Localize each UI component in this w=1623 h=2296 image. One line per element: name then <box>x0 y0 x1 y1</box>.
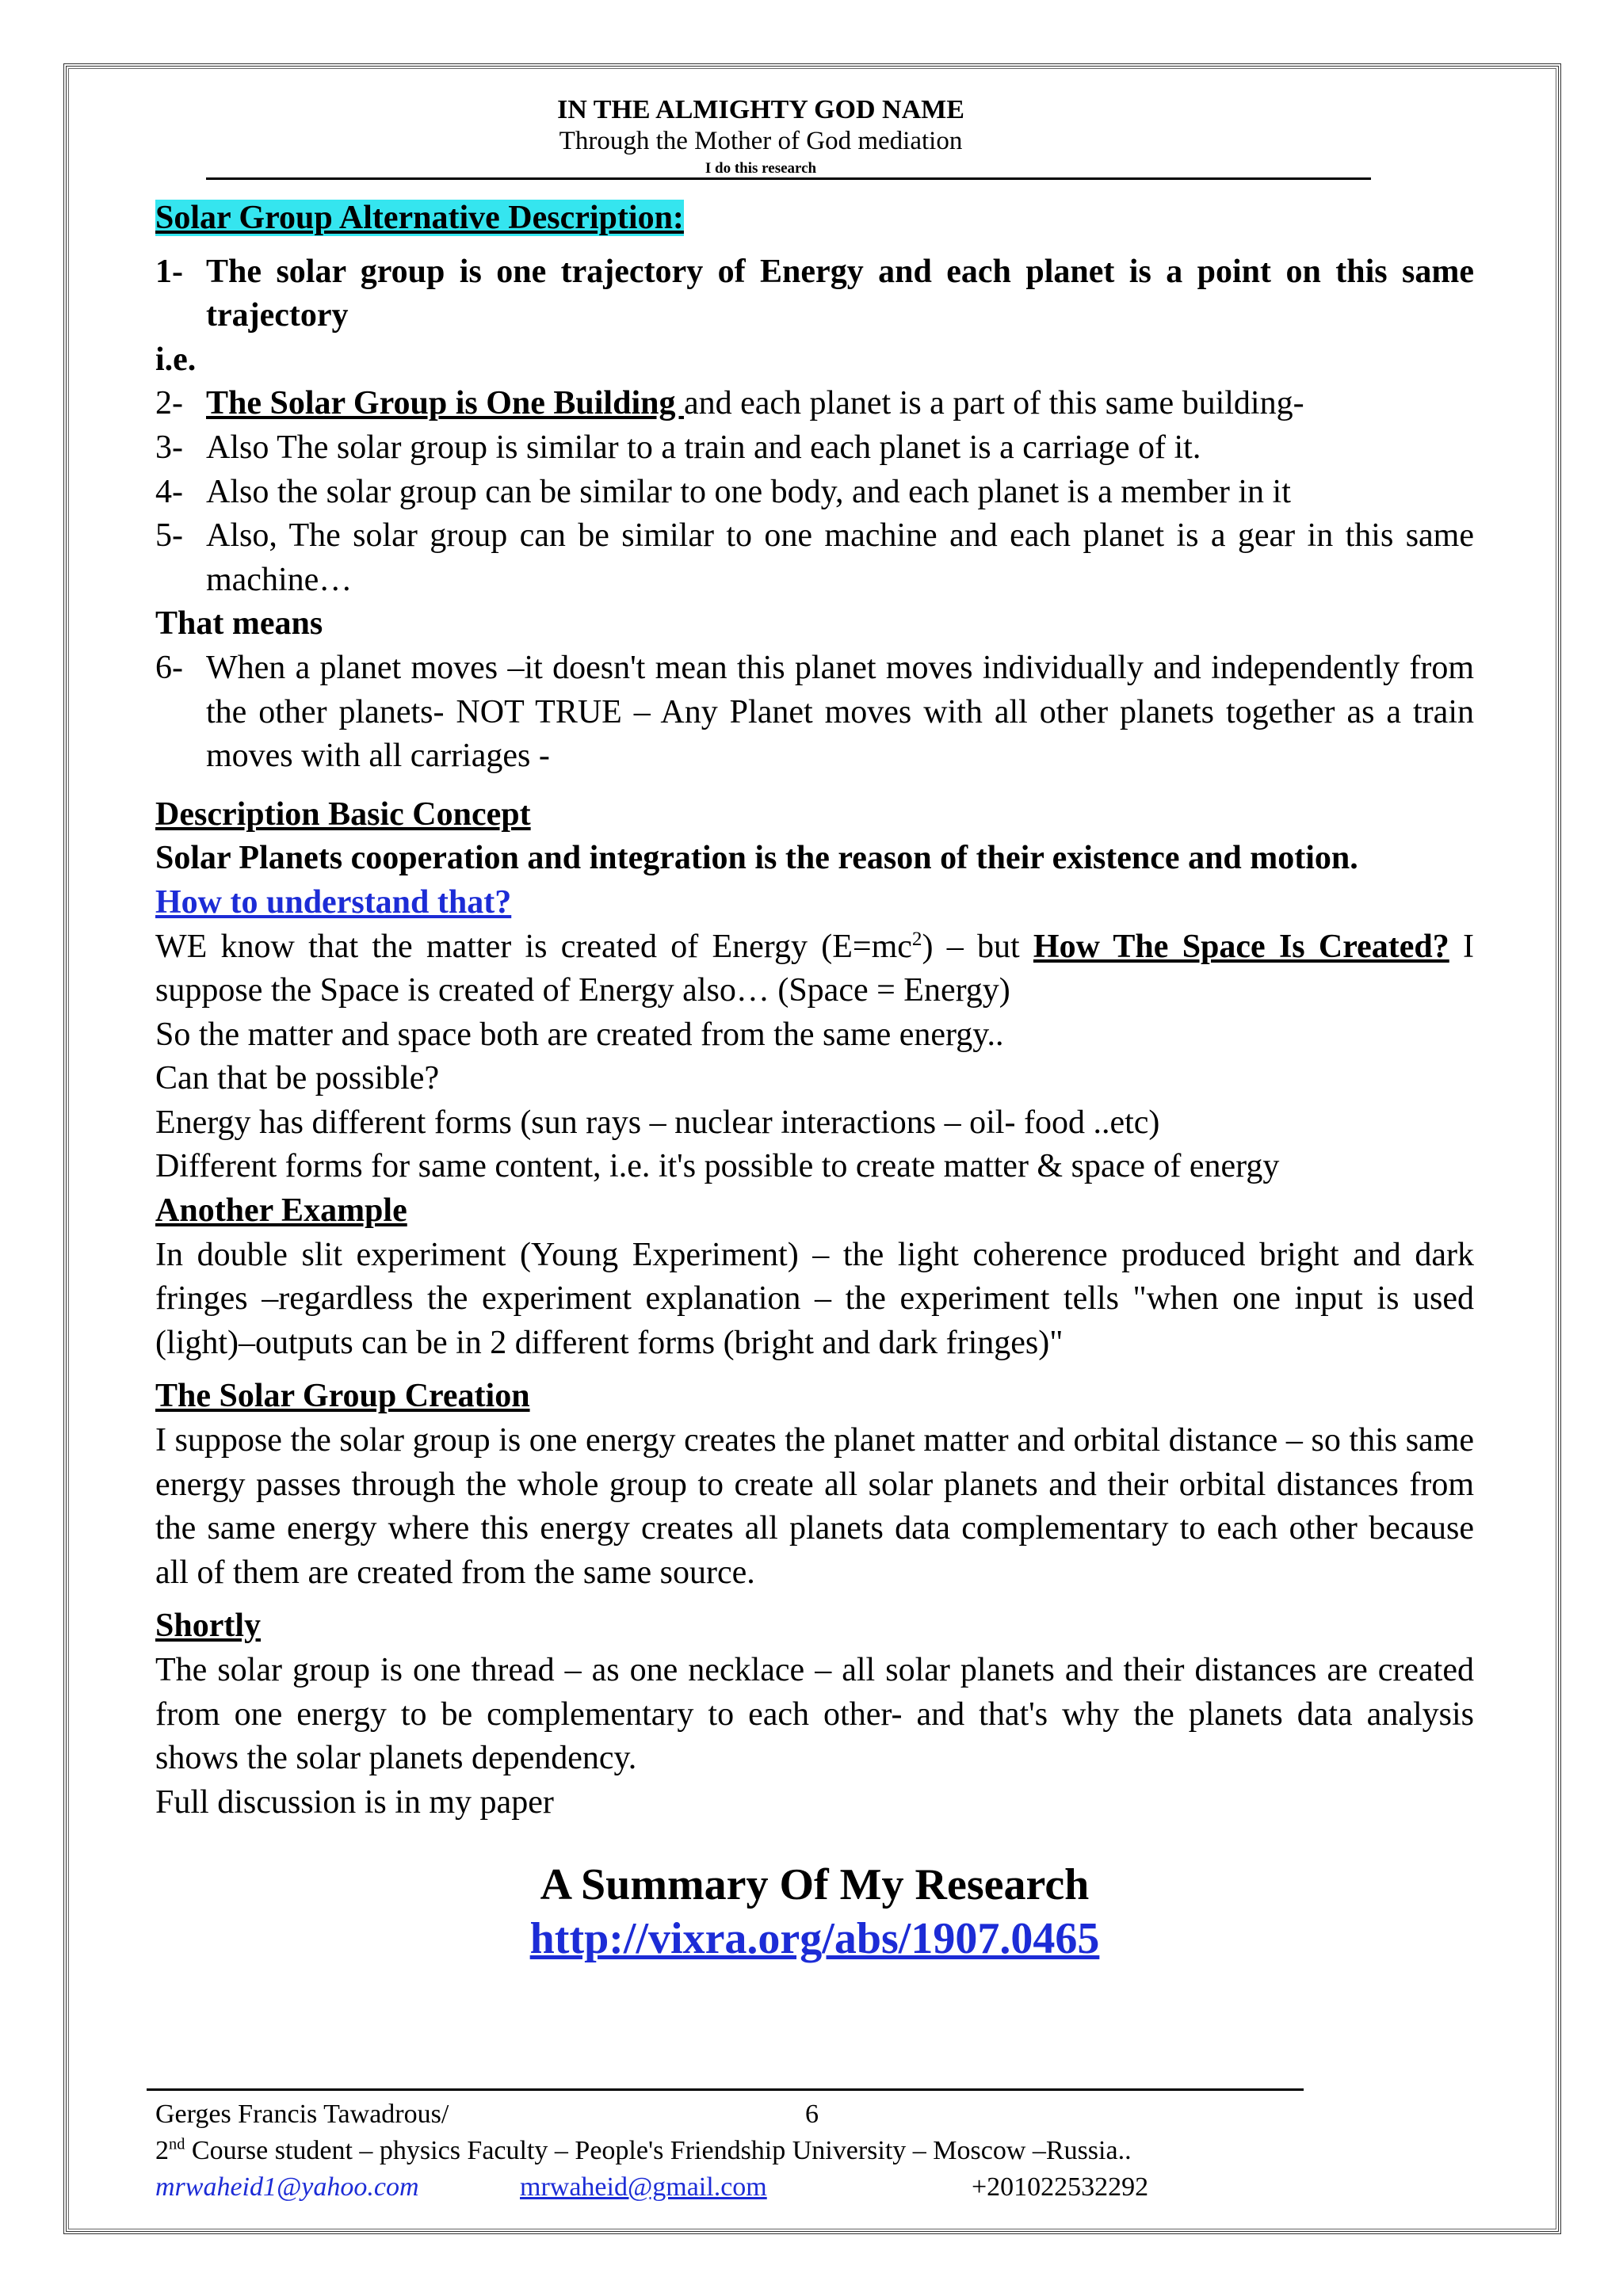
how-to-understand-link[interactable]: How to understand that? <box>155 883 512 921</box>
list-number: 2- <box>155 385 183 422</box>
author-name: Gerges Francis Tawadrous/ <box>155 2100 449 2129</box>
list-item-3 <box>155 426 1474 471</box>
section-title: Solar Group Alternative Description: <box>155 200 684 236</box>
another-example-heading: Another Example <box>155 1192 407 1230</box>
header-rule <box>206 177 1371 180</box>
list-item-5 <box>155 514 1474 602</box>
shortly-text: The solar group is one thread – as one necklace – all solar planets and their distances are created from one energy to be complementary to each other- and that's why the planets data analysis shows the solar planets dependency. <box>155 1652 1474 1777</box>
list-text: When a planet moves –it doesn't mean this planet moves individually and independently from the other planets- NOT TRUE – Any Planet moves with all other planets together as a train moves with all carriages - <box>206 649 1474 775</box>
list-item-2 <box>155 382 1474 426</box>
building-phrase: The Solar Group is One Building <box>206 385 684 422</box>
page-number: 6 <box>805 2100 819 2129</box>
header-line1: IN THE ALMIGHTY GOD NAME <box>557 95 964 124</box>
list-number: 5- <box>155 517 183 555</box>
course-text: Course student – physics Faculty – People's Friendship University – Moscow –Russia.. <box>185 2136 1132 2165</box>
we-know-part1: WE know that the matter is created of Energy (E=mc <box>155 928 912 965</box>
creation-text: I suppose the solar group is one energy creates the planet matter and orbital distance – so this same energy passes through the whole group to create all solar planets and their orbital distances from the same energy where this energy creates all planets data complementary to each other because all of them are created from the same source. <box>155 1422 1474 1591</box>
basic-concept-text: Solar Planets cooperation and integration is the reason of their existence and motion. <box>155 840 1358 877</box>
research-link[interactable]: http://vixra.org/abs/1907.0465 <box>529 1914 1100 1964</box>
summary-block <box>155 1858 1474 1966</box>
text-line: Can that be possible? <box>155 1060 440 1097</box>
list-text: Also, The solar group can be similar to one machine and each planet is a gear in this same machine… <box>206 517 1474 598</box>
list-text: Also the solar group can be similar to one body, and each planet is a member in it <box>206 473 1291 510</box>
email-gmail-link[interactable]: mrwaheid@gmail.com <box>520 2172 767 2202</box>
phone-number: +201022532292 <box>972 2172 1149 2202</box>
list-item-1 <box>155 250 1474 338</box>
that-means-label: That means <box>155 605 323 643</box>
summary-title: A Summary Of My Research <box>540 1860 1090 1910</box>
full-discussion-text: Full discussion is in my paper <box>155 1783 554 1821</box>
course-superscript: nd <box>169 2135 185 2153</box>
we-know-paragraph <box>155 925 1474 1013</box>
list-number: 3- <box>155 429 183 466</box>
main-content <box>155 196 1474 1966</box>
we-know-part2: ) – but <box>922 928 1033 965</box>
list-text: Also The solar group is similar to a train and each planet is a carriage of it. <box>206 429 1201 466</box>
list-text: The solar group is one trajectory of Energy and each planet is a point on this same trajectory <box>206 253 1474 334</box>
footer-rule <box>147 2088 1304 2091</box>
email-yahoo-link[interactable]: mrwaheid1@yahoo.com <box>155 2172 419 2202</box>
another-example-text: In double slit experiment (Young Experiment) – the light coherence produced bright and dark fringes –regardless the experiment explanation – the experiment tells "when one input is used (light)–outputs can be in 2 different forms (bright and dark fringes)" <box>155 1236 1474 1361</box>
text-line: So the matter and space both are created from the same energy.. <box>155 1016 1004 1053</box>
course-number: 2 <box>155 2136 169 2165</box>
footer-line2 <box>155 2134 1455 2168</box>
list-item-6 <box>155 646 1474 779</box>
list-text: and each planet is a part of this same building- <box>683 385 1304 422</box>
list-number: 6- <box>155 649 183 686</box>
header-line2: Through the Mother of God mediation <box>559 127 963 155</box>
ie-label: i.e. <box>155 341 197 378</box>
text-line: Different forms for same content, i.e. it's possible to create matter & space of energy <box>155 1148 1280 1185</box>
footer-line3 <box>155 2171 1455 2204</box>
footer-line1 <box>155 2098 1455 2131</box>
text-line: Energy has different forms (sun rays – nuclear interactions – oil- food ..etc) <box>155 1104 1160 1141</box>
list-number: 4- <box>155 473 183 510</box>
basic-concept-heading: Description Basic Concept <box>155 795 531 833</box>
header-line3: I do this research <box>705 160 817 177</box>
shortly-heading: Shortly <box>155 1608 262 1645</box>
list-number: 1- <box>155 253 183 290</box>
we-know-part3: I suppose the Space is created of Energy also… (Space = Energy) <box>155 928 1474 1009</box>
creation-heading: The Solar Group Creation <box>155 1378 530 1415</box>
superscript-2: 2 <box>911 928 922 950</box>
list-item-4 <box>155 471 1474 515</box>
space-question: How The Space Is Created? <box>1033 928 1449 965</box>
